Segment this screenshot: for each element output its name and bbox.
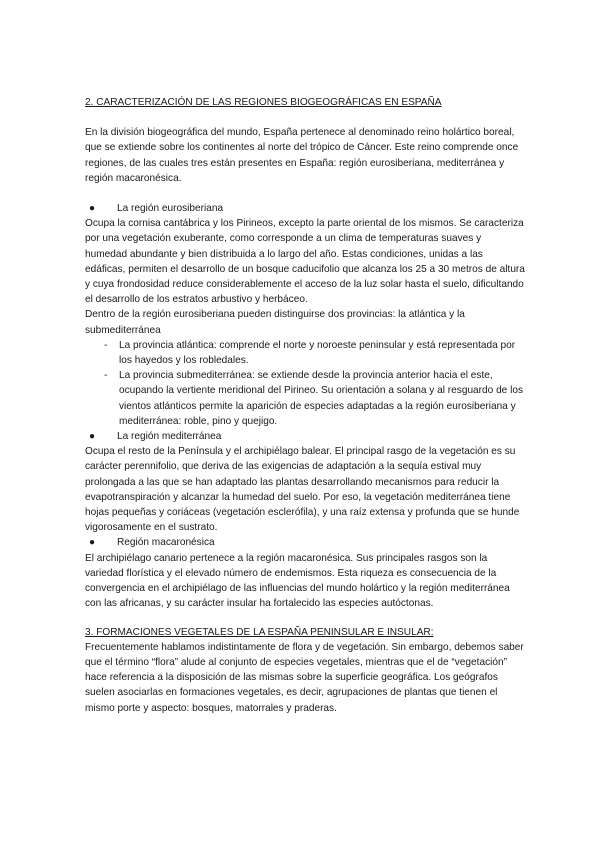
- bullet-eurosiberiana: [85, 201, 525, 216]
- bullet-icon: ●: [89, 431, 96, 443]
- bullet-macaronesica: [85, 535, 525, 550]
- dash-icon: -: [104, 339, 108, 351]
- document-body: [85, 95, 525, 716]
- province-atlantica: [85, 338, 525, 368]
- section-3-heading: 3. FORMACIONES VEGETALES DE LA ESPAÑA PENINSULAR E INSULAR:: [85, 626, 434, 638]
- province-submediterranea-text: La provincia submediterránea: se extiende desde la provincia anterior hacia el este, ocupando la vertiente meridional del Pirineo. Su orientación a solana y al resguardo de los vientos atlánticos permite la aparición de especies adaptadas a la región eurosiberiana y mediterránea: roble, pino y quejigo.: [119, 370, 524, 427]
- province-submediterranea: [85, 368, 525, 429]
- mediterranea-title: La región mediterránea: [117, 431, 222, 443]
- bullet-icon: ●: [89, 203, 96, 215]
- eurosiberiana-title: La región eurosiberiana: [117, 203, 224, 215]
- eurosiberiana-paragraph: Ocupa la cornisa cantábrica y los Pirineos, excepto la parte oriental de los mismos. Se caracteriza por una vegetación exuberante, como corresponde a un clima de temperaturas suaves y humedad abundante y bien distribuida a lo largo del año. Estas condiciones, unidas a las edáficas, permiten el desarrollo de un bosque caducifolio que alcanza los 25 a 30 metros de altura y cuya frondosidad reduce considerablemente el acceso de la luz solar hasta el suelo, dificultando el desarrollo de los estratos arbustivo y herbáceo.: [85, 218, 525, 306]
- dash-icon: -: [104, 370, 108, 382]
- bullet-icon: ●: [89, 537, 96, 549]
- section-3-paragraph: Frecuentemente hablamos indistintamente de flora y de vegetación. Sin embargo, debemos saber que el término “flora” alude al conjunto de especies vegetales, mientras que el de “vegetación” hace referencia a la disposición de las mismas sobre la superficie geográfica. Los geógrafos suelen asociarlas en formaciones vegetales, es decir, agrupaciones de plantas que tienen el mismo porte y aspecto: bosques, matorrales y praderas.: [85, 641, 524, 714]
- province-atlantica-text: La provincia atlántica: comprende el norte y noroeste peninsular y está representada por los hayedos y los robledales.: [119, 339, 516, 367]
- section-2-heading: 2. CARACTERIZACIÓN DE LAS REGIONES BIOGEOGRÁFICAS EN ESPAÑA: [85, 97, 442, 108]
- bullet-mediterranea: [85, 429, 525, 444]
- mediterranea-paragraph: Ocupa el resto de la Península y el archipiélago balear. El principal rasgo de la vegetación es su carácter perennifolio, que deriva de las exigencias de adaptación a la sequía estival muy prolongada a las que se han adaptado las plantas desarrollando mecanismos para reducir la evapotranspiración y alcanzar la humedad del suelo. Por eso, la vegetación mediterránea tiene hojas pequeñas y coriáceas (vegetación esclerófila), y una raíz extensa y profunda que se hunde vigorosamente en el sustrato.: [85, 446, 520, 534]
- macaronesica-title: Región macaronésica: [117, 537, 215, 549]
- intro-paragraph: En la división biogeográfica del mundo, España pertenece al denominado reino holártico boreal, que se extiende sobre los continentes al norte del trópico de Cáncer. Este reino comprende once regiones, de las cuales tres están presentes en España: región eurosiberiana, mediterránea y región macaronésica.: [85, 127, 519, 184]
- macaronesica-paragraph: El archipiélago canario pertenece a la región macaronésica. Sus principales rasgos son la variedad florística y el elevado número de endemismos. Esta riqueza es consecuencia de la convergencia en el archipiélago de las influencias del mundo holártico y la región mediterránea con las africanas, y su carácter insular ha fortalecido las especies autóctonas.: [85, 552, 510, 610]
- provinces-intro: Dentro de la región eurosiberiana pueden distinguirse dos provincias: la atlántica y la submediterránea: [85, 309, 465, 336]
